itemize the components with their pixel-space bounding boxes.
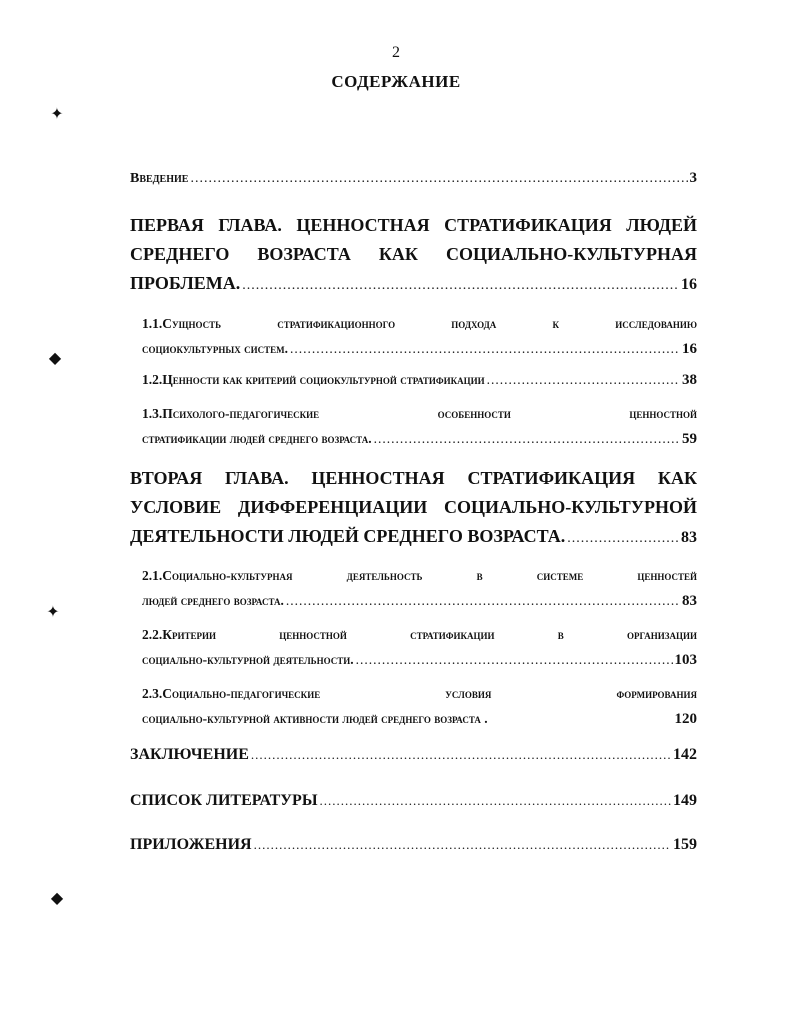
toc-entry-chapter-1[interactable] (130, 211, 697, 300)
toc-entry-page: 16 (682, 341, 697, 357)
toc-entry-intro[interactable] (130, 170, 697, 187)
toc-entry-page: 38 (682, 372, 697, 388)
toc-entry-line: УСЛОВИЕ ДИФФЕРЕНЦИАЦИИ СОЦИАЛЬНО-КУЛЬТУРНОЙ (130, 497, 697, 517)
toc-entry-page: 59 (682, 431, 697, 447)
toc-entry-2-3[interactable] (142, 681, 697, 732)
toc-entry-appendices[interactable] (130, 836, 697, 854)
margin-mark-4: ◆ (50, 890, 64, 907)
toc-entry-page: 142 (673, 746, 697, 763)
toc-entry-line: 2.3.Социально-педагогические условия формирования (142, 686, 697, 701)
toc-entry-page: 83 (681, 529, 697, 546)
toc-entry-line: социокультурных систем. (142, 341, 288, 356)
toc-entry-page: 159 (673, 836, 697, 853)
toc-entry-2-2[interactable] (142, 622, 697, 673)
toc-entry-line: ПРОБЛЕМА. (130, 273, 241, 293)
toc-entry-line: ВТОРАЯ ГЛАВА. ЦЕННОСТНАЯ СТРАТИФИКАЦИЯ КАК (130, 468, 697, 488)
toc-entry-1-1[interactable] (142, 311, 697, 362)
toc-entry-page: 83 (682, 593, 697, 609)
toc-entry-1-2[interactable] (142, 369, 697, 391)
page-number: 2 (392, 44, 400, 61)
toc-entry-label: ЗАКЛЮЧЕНИЕ (130, 746, 249, 763)
toc-entry-label: Введение (130, 171, 189, 186)
margin-mark-2: ◆ (48, 350, 62, 367)
toc-entry-label: СПИСОК ЛИТЕРАТУРЫ (130, 792, 318, 809)
toc-entry-line: стратификации людей среднего возраста. (142, 431, 372, 446)
leader-dots (251, 747, 671, 763)
leader-dots (320, 793, 671, 809)
leader-dots (356, 647, 673, 672)
leader-dots (254, 837, 671, 853)
toc-entry-line: людей среднего возраста. (142, 593, 284, 608)
leader-dots (242, 271, 679, 300)
margin-mark-3: ✦ (46, 604, 60, 621)
toc-entry-chapter-2[interactable] (130, 464, 697, 553)
toc-entry-page: 103 (674, 652, 697, 668)
toc-entry-2-1[interactable] (142, 563, 697, 614)
toc-entry-line: ПЕРВАЯ ГЛАВА. ЦЕННОСТНАЯ СТРАТИФИКАЦИЯ ЛЮДЕЙ (130, 215, 697, 235)
toc-entry-line: 2.1.Социально-культурная деятельность в системе ценностей (142, 568, 697, 583)
toc-entry-references[interactable] (130, 792, 697, 810)
leader-dots (290, 336, 680, 361)
toc-entry-line: 2.2.Критерии ценностной стратификации в организации (142, 627, 697, 642)
toc-entry-line: ДЕЯТЕЛЬНОСТИ ЛЮДЕЙ СРЕДНЕГО ВОЗРАСТА. (130, 526, 566, 546)
leader-dots (567, 524, 679, 553)
toc-entry-conclusion[interactable] (130, 746, 697, 764)
leader-dots (487, 369, 680, 391)
leader-dots (286, 588, 680, 613)
margin-mark-1: ✦ (50, 106, 64, 123)
toc-entry-line: 1.1.Сущность стратификационного подхода к исследованию (142, 316, 697, 331)
toc-entry-page: 16 (681, 276, 697, 293)
page-title: СОДЕРЖАНИЕ (331, 72, 461, 91)
toc-entry-line: 1.2.Ценности как критерий социокультурной стратификации (142, 372, 485, 387)
toc-entry-line: социально-культурной активности людей среднего возраста . (142, 711, 488, 726)
toc-entry-page: 3 (689, 170, 697, 186)
leader-dots (374, 426, 680, 451)
toc-entry-page: 120 (674, 711, 697, 727)
toc-entry-page: 149 (673, 792, 697, 809)
leader-dots (190, 171, 687, 187)
toc-entry-line: 1.3.Психолого-педагогические особенности ценностной (142, 406, 697, 421)
toc-entry-1-3[interactable] (142, 401, 697, 452)
toc-entry-label: ПРИЛОЖЕНИЯ (130, 836, 252, 853)
toc-entry-line: СРЕДНЕГО ВОЗРАСТА КАК СОЦИАЛЬНО-КУЛЬТУРНАЯ (130, 244, 697, 264)
toc-entry-line: социально-культурной деятельности. (142, 652, 354, 667)
